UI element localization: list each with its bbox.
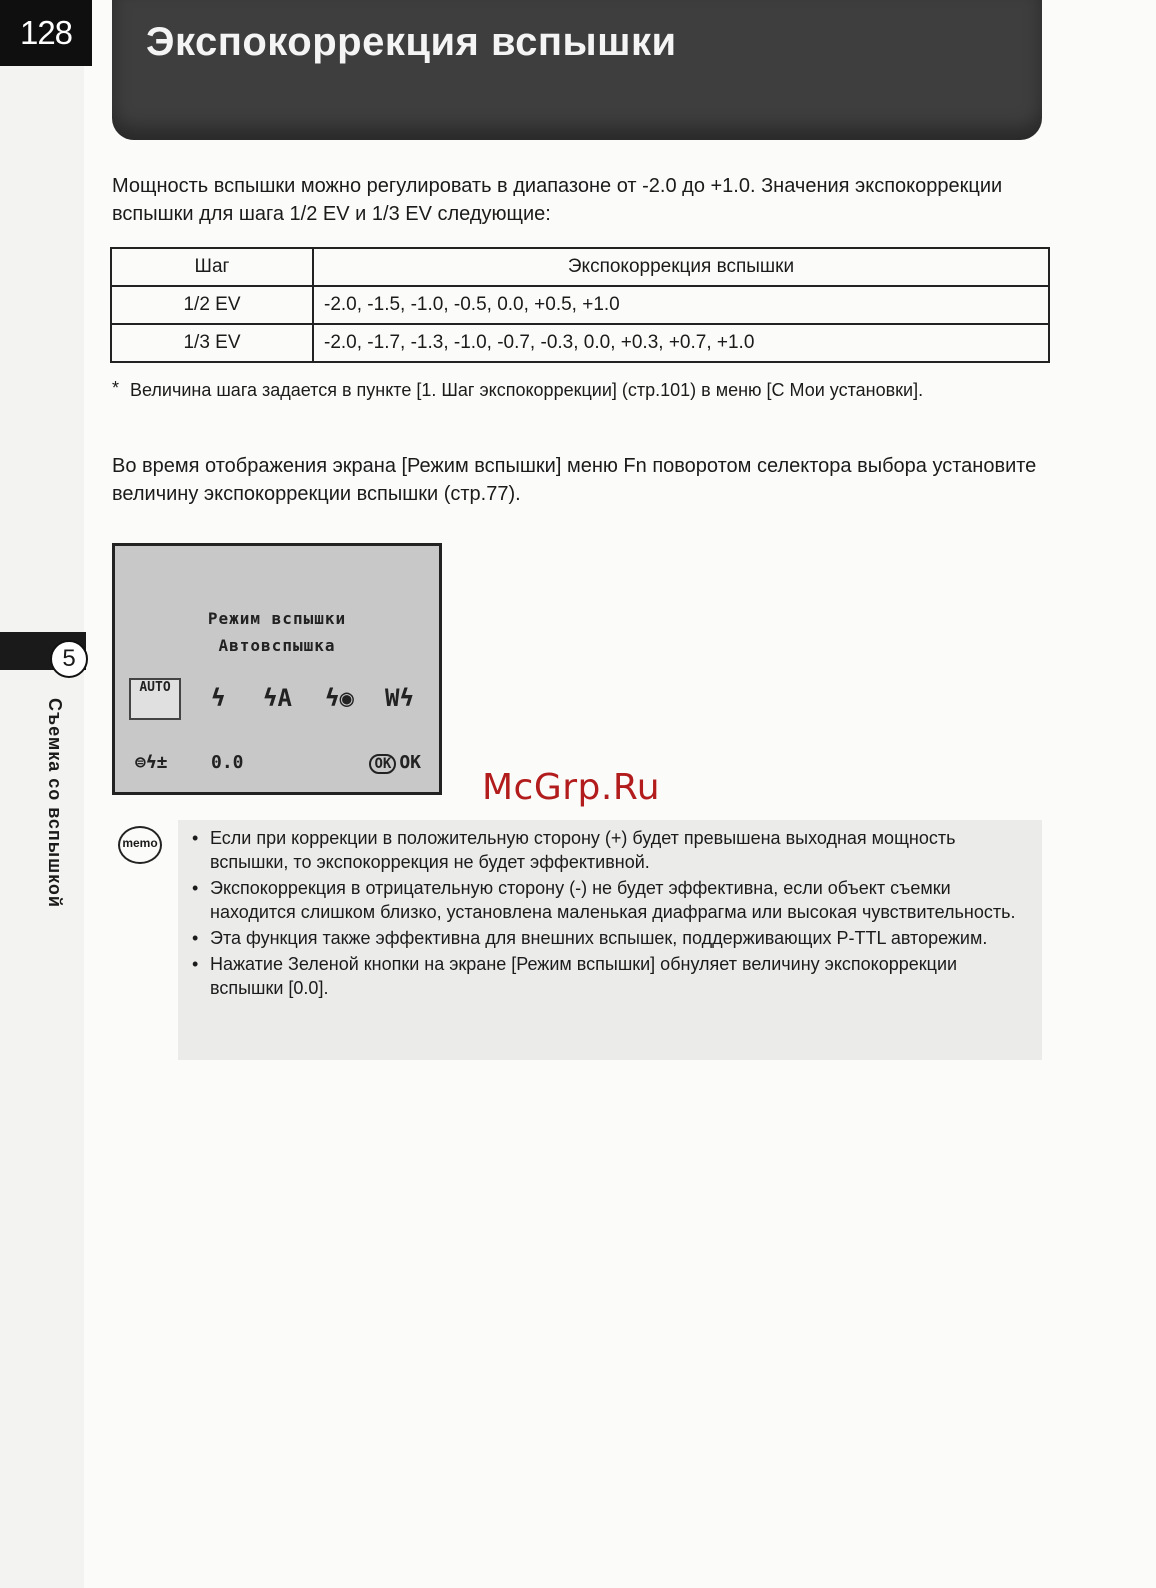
ok-button-icon: OK [369, 754, 396, 774]
lcd-mode: Автовспышка [218, 636, 336, 655]
lcd-mode-icons [129, 678, 429, 722]
intro-paragraph: Мощность вспышки можно регулировать в диапазоне от -2.0 до +1.0. Значения экспокоррекции вспышки для шага 1/2 EV и 1/3 EV следующие: [112, 175, 1003, 225]
table-cell-step: 1/2 EV [111, 286, 313, 324]
table-row [111, 286, 1049, 324]
table-header-comp: Экспокоррекция вспышки [313, 248, 1049, 286]
footnote [112, 378, 1012, 403]
table-header-row [111, 248, 1049, 286]
flash-on-icon: ϟ [211, 684, 226, 712]
page-title: Экспокоррекция вспышки [146, 20, 677, 64]
table-cell-step: 1/3 EV [111, 324, 313, 362]
table-header-step: Шаг [111, 248, 313, 286]
redeye-flash-icon: ϟ◉ [325, 684, 354, 712]
memo-item: • Если при коррекции в положительную сторону (+) будет превышена выходная мощность вспышки, то экспокоррекция не будет эффективной. [190, 826, 1030, 874]
table-row [111, 324, 1049, 362]
dial-flash-comp-icon: ⊜ϟ± [135, 752, 168, 773]
memo-item: • Эта функция также эффективна для внешних вспышек, поддерживающих P-TTL авторежим. [190, 926, 1030, 950]
ev-table [110, 247, 1050, 363]
left-margin-strip [0, 0, 84, 1588]
memo-list [190, 826, 1030, 1002]
ok-indicator [369, 752, 421, 774]
memo-item: • Нажатие Зеленой кнопки на экране [Режим вспышки] обнуляет величину экспокоррекции вспышки [0.0]. [190, 952, 1030, 1000]
auto-redeye-flash-icon: ϟA [263, 684, 292, 712]
lcd-title: Режим вспышки [207, 609, 347, 628]
instruction-paragraph: Во время отображения экрана [Режим вспышки] меню Fn поворотом селектора выбора установите величину экспокоррекции вспышки (стр.77). [112, 455, 1037, 505]
wireless-flash-icon: Wϟ [385, 684, 414, 712]
table-cell-values: -2.0, -1.7, -1.3, -1.0, -0.7, -0.3, 0.0, +0.3, +0.7, +1.0 [313, 324, 1049, 362]
footnote-text: Величина шага задается в пункте [1. Шаг экспокоррекции] (стр.101) в меню [C Мои установки]. [130, 380, 924, 400]
chapter-number: 5 [50, 640, 88, 678]
lcd-screen [112, 543, 442, 795]
memo-icon: memo [118, 826, 162, 864]
footnote-marker: * [112, 378, 120, 398]
memo-item: • Экспокоррекция в отрицательную сторону (-) не будет эффективна, если объект съемки находится слишком близко, установлена маленькая диафрагма или высокая чувствительность. [190, 876, 1030, 924]
auto-flash-icon: AUTO [129, 678, 181, 720]
table-cell-values: -2.0, -1.5, -1.0, -0.5, 0.0, +0.5, +1.0 [313, 286, 1049, 324]
watermark: McGrp.Ru [482, 767, 661, 808]
flash-comp-value: 0.0 [211, 752, 244, 773]
chapter-label: Съемка со вспышкой [45, 698, 65, 908]
lcd-bottom-bar [135, 752, 425, 773]
ok-label: OK [399, 752, 421, 773]
page-number: 128 [0, 0, 92, 66]
